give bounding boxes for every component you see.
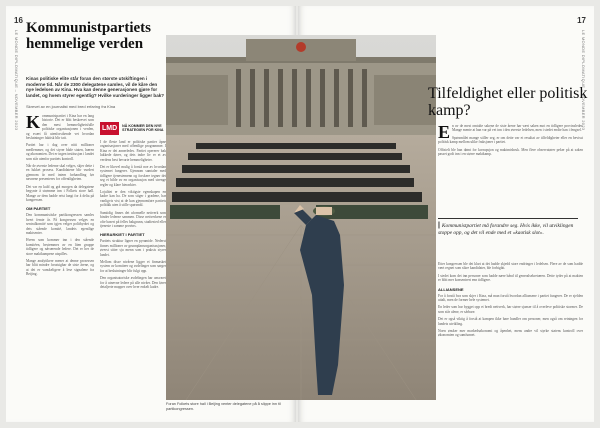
paragraph: Det er likevel mulig å forstå noe av hvordan systemet fungerer. Gjennom samtaler med tidligere tjenestemenn og forskere tegner det seg et bilde av en organisasjon med strenge regler og klare hierarkier. <box>100 165 166 187</box>
paragraph: I de fleste land er politiske partier åpne organisasjoner med offentlige programmer. I Kina er det annerledes. Partiet opererer bak lukkede dører, og dets indre liv er et av verdens best bevarte hemmeligheter. <box>100 140 166 162</box>
lead-paragraph: Kinas politiske elite står foran den største utskiftingen i moderne tid. Når de 2300 delegatene samles, vil de kåre den nye ledelsen av Kina. Hva kan denne generasjonen gjøre for landet, og hvem styrer egentlig? Hvilke vurderinger ligger bak? <box>26 76 165 98</box>
badge-logo: LMD <box>100 122 119 135</box>
paragraph: Det er også viktig å forstå at kampen ikke bare handler om personer, men også om retningen for landets utvikling. <box>438 317 583 326</box>
page-number-left: 16 <box>14 16 23 25</box>
paragraph: Partiets struktur ligner en pyramide. Nederst finnes millioner av grunnplansorganisasjoner, øverst sitter sju menn som i praksis styrer landet. <box>100 239 166 257</box>
paragraph: Den kommunistiske partikongressen samles hvert femte år. På kongressen velges en sentralkomité som igjen velger politbyrået og dets stående komité, landets egentlige maktsenter. <box>26 213 94 235</box>
photo-great-hall <box>166 35 436 400</box>
main-headline: Kommunistpartiets hemmelige verden <box>26 20 151 52</box>
drop-cap: K <box>26 112 41 132</box>
pull-quote-text: Kommunistpartiet må forandre seg. Hvis ikke, vil utviklingen stoppe opp, og det vil ende med et «kaotisk slot». <box>438 223 574 236</box>
paragraph: Når de øverste lederne skal velges, skjer dette i en lukket prosess. Kandidatene blir vurdert gjennom år med intern forhandling før navnene presenteres for offentligheten. <box>26 164 94 182</box>
running-head-right: LE MONDE DIPLOMATIQUE – NOVEMBER 2023 <box>581 30 586 131</box>
right-body-column <box>438 262 583 341</box>
paragraph: Hvem som kommer inn i den stående komitéen, bestemmes av en liten gruppe tidligere og nåværende ledere. Det er her de store maktkampene utspilles. <box>26 238 94 256</box>
paragraph: Den organisatoriske avdelingen har ansvaret for å utnevne ledere på alle nivåer. Den fører detaljerte mapper over hver enkelt kadre. <box>100 276 166 289</box>
secondary-headline: Tilfeldighet eller politisk kamp? <box>428 85 588 119</box>
running-head-left: LE MONDE DIPLOMATIQUE – NOVEMBER 2023 <box>14 30 19 131</box>
subheading: HIERARKIET I PARTIET <box>100 232 145 238</box>
section-badge <box>100 119 166 137</box>
paragraph: n av de mest omtalte sakene de siste årene har vært saken mot en tidligere provinsleder. Mange mente at han var på vei inn i den øverste ledelsen, men i stedet endte han i fengsel. <box>452 124 583 133</box>
paragraph: Offisielt ble han dømt for korrupsjon og maktmisbruk. Men flere observatører peker på at saken passet godt inn i en større maktkamp. <box>438 147 583 157</box>
paragraph: For å forstå hva som skjer i Kina, må man forstå hvordan alliansene i partiet fungerer. De er sjelden uttalt, men de former hele systemet. <box>438 293 583 303</box>
page-number-right: 17 <box>577 16 586 25</box>
pull-quote <box>438 218 578 236</box>
paragraph: Mellom disse nivåene ligger et finmasket system av komiteer og avdelinger som sørger for at beslutninger blir fulgt opp. <box>100 259 166 273</box>
paragraph: Spørsmålet mange stiller seg, er om dette var et resultat av tilfeldigheter eller en bevisst politisk kamp mellom ulike fraksjoner i partiet. <box>438 135 583 145</box>
paragraph: Mange analytikere mener at denne prosessen har blitt mindre forutsigbar de siste årene, og at det er vanskeligere å lese signalene fra Beijing. <box>26 258 94 277</box>
paragraph: En leder som har bygget opp et bredt nettverk, har større sjanser til å overleve politiske stormer. De som står alene, er sårbare. <box>438 305 583 314</box>
photo-caption: Foran Folkets store hall i Beijing venter delegatene på å slippe inn til partikongressen. <box>166 402 281 411</box>
right-intro-column <box>438 124 583 159</box>
article-column-2 <box>100 140 166 292</box>
paragraph: ommunistpartiet i Kina har en lang historie. Det er blitt beskrevet som den mest hemmelighetsfulle politiske organisasjonen i verden, og svært få utenforstående vet hvordan beslutninger faktisk blir tatt. <box>26 114 94 141</box>
paragraph: I stedet kom det inn personer som hadde nære bånd til generalsekretæren. Dette tyder på at makten er blitt mer konsentrert enn tidligere. <box>438 273 583 283</box>
drop-cap: E <box>438 122 451 142</box>
paragraph: Lojalitet er den viktigste egenskapen en kadre kan ha. De som stiger i gradene, har vanligvis vist at de kan gjennomføre partiets politikk uten å stille spørsmål. <box>100 190 166 208</box>
byline: Skrevet av en journalist med bred erfaring fra Kina <box>26 104 116 109</box>
quote-mark-icon: | <box>438 222 442 229</box>
paragraph: Det var en kald og grå morgen da delegatene begynte å strømme inn i Folkets store hall. Mange av dem hadde reist langt for å delta på kongressen. <box>26 184 94 202</box>
paragraph: Samtidig finnes det uformelle nettverk som binder lederne sammen. Disse nettverkene er ofte basert på felles bakgrunn, studiested eller tjeneste i samme provins. <box>100 210 166 228</box>
article-column-1 <box>26 114 94 280</box>
badge-text: NÅ KOMMER DEN NYE STRATEGIEN FOR KINA <box>122 123 164 132</box>
paragraph: Noen ønsker mer markedsøkonomi og åpenhet, mens andre vil styrke statens kontroll over økonomien og samfunnet. <box>438 329 583 338</box>
subheading: ALLIANSENE <box>438 286 464 292</box>
subheading: OM PARTIET <box>26 206 51 212</box>
paragraph: Etter kongressen ble det klart at det hadde skjedd store endringer i ledelsen. Flere av de som hadde vært regnet som sikre kandidater, ble forbigått. <box>438 262 583 271</box>
paragraph: Partiet har i dag over nitti millioner medlemmer, og det styrer både staten, hæren og økonomien. Det er ingen institusjon i landet som står utenfor partiets kontroll. <box>26 143 94 161</box>
